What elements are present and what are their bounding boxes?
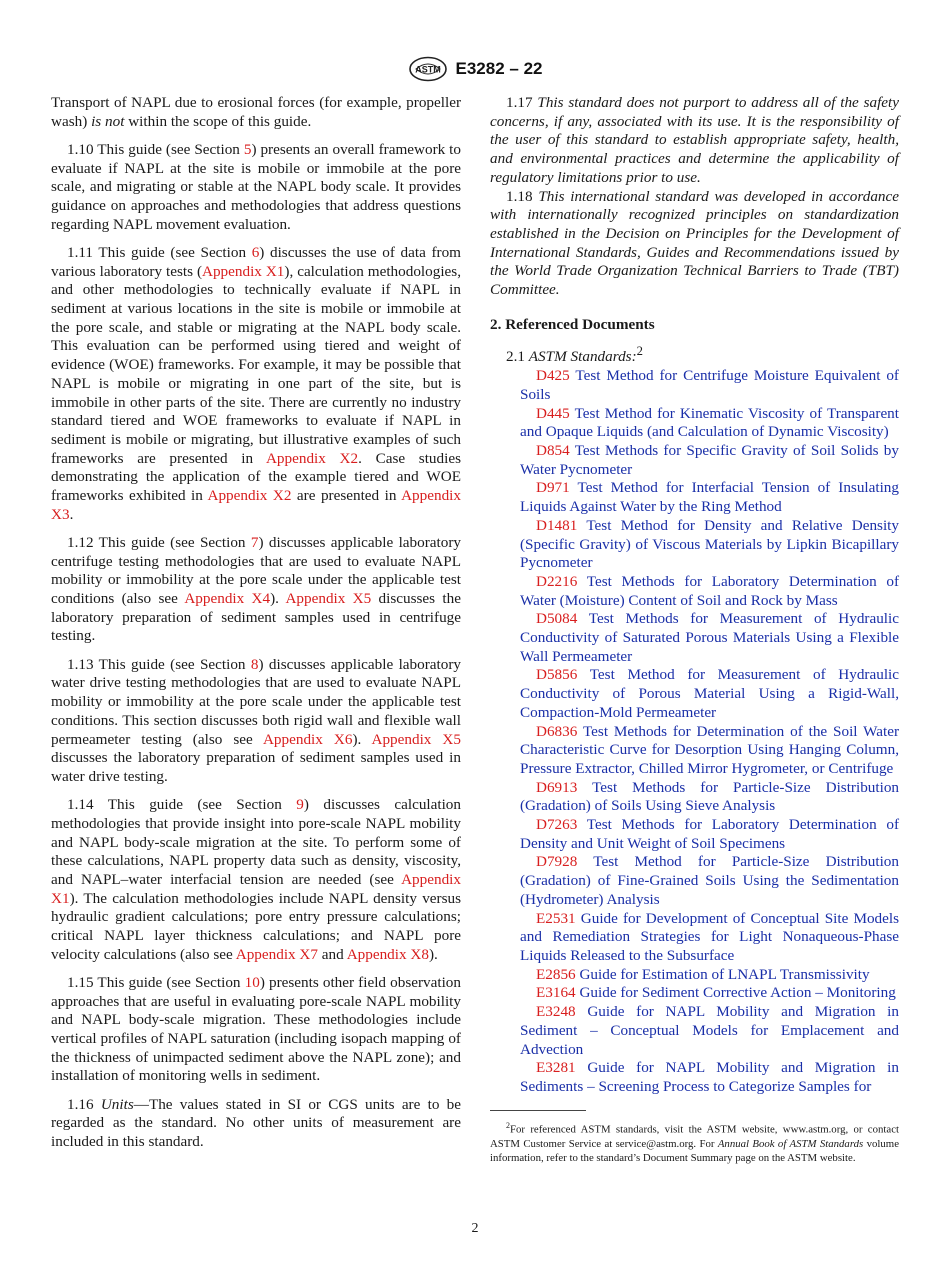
section-link-5[interactable]: 5 <box>243 140 252 158</box>
reference-number-link[interactable]: D854 <box>536 442 570 460</box>
reference-item[interactable] <box>490 405 899 442</box>
appendix-link-x2[interactable]: Appendix X2 <box>265 449 359 467</box>
section-link-9[interactable]: 9 <box>296 796 304 814</box>
section-link-8[interactable]: 8 <box>250 655 259 673</box>
reference-list <box>490 367 899 1096</box>
appendix-link-x1[interactable]: Appendix X1 <box>202 262 285 280</box>
footnote: $^2$For referenced ASTM standards, visit the ASTM website, www.astm.org, or contact ASTM Customer Service at service@astm.org. For Annual Book of ASTM Standards volume information, refer to the standard’s Document Summary page on the ASTM website. <box>490 1120 899 1164</box>
page-number: 2 <box>471 1221 479 1236</box>
paragraph-1-14: 1.14 This guide (see Section 9) discusses calculation methodologies that provide insight into pore-scale NAPL mobility and NAPL body-scale migration at the site. To perform some of these calculations, NAPL property data such as density, viscosity, and NAPL–water interfacial tension are needed (see Appendix X1). The calculation methodologies include NAPL density versus hydraulic gradient calculations; pore entry pressure calculations; critical NAPL layer thickness calculations; and NAPL pore velocity calculations (also see Appendix X7 and Appendix X8). <box>51 796 461 963</box>
right-column <box>490 94 899 1165</box>
paragraph-1-13: 1.13 This guide (see Section 8) discusses applicable laboratory water drive testing methodologies that are used to evaluate NAPL mobility or immobility at the pore scale under the applicable test conditions. This section discusses both rigid wall and flexible wall permeameter testing (also see Appendix X6). Appendix X5 discusses the laboratory preparation of sediment samples used in water drive testing. <box>51 655 461 785</box>
reference-title: Test Methods for Particle-Size Distribution (Gradation) of Soils Using Sieve Analysis <box>520 778 900 815</box>
reference-title: Test Method for Kinematic Viscosity of Transparent and Opaque Liquids (and Calculation of Dynamic Viscosity) <box>520 404 899 441</box>
reference-number-link[interactable]: D5084 <box>536 610 578 628</box>
reference-title: Test Method for Particle-Size Distribution (Gradation) of Fine-Grained Soils Using the Sedimentation (Hydrometer) Analysis <box>520 853 899 908</box>
reference-title: Test Method for Density and Relative Density (Specific Gravity) of Viscous Materials by Lipkin Bicapillary Pycnometer <box>520 516 899 572</box>
reference-title: Test Methods for Specific Gravity of Soil Solids by Water Pycnometer <box>520 442 899 478</box>
appendix-link-x6[interactable]: Appendix X6 <box>262 730 353 748</box>
reference-number-link[interactable]: D7928 <box>536 853 578 871</box>
appendix-link-x5[interactable]: Appendix X5 <box>371 730 461 748</box>
reference-number-link[interactable]: D6913 <box>536 778 578 796</box>
section-link-7[interactable]: 7 <box>250 533 259 551</box>
left-column <box>51 94 461 1161</box>
reference-item[interactable] <box>490 910 899 966</box>
paragraph-1-16: 1.16 Units—The values stated in SI or CGS units are to be regarded as the standard. No other units of measurement are included in this standard. <box>51 1095 461 1151</box>
reference-title: Test Methods for Determination of the Soil Water Characteristic Curve for Desorption Using Hanging Column, Pressure Extractor, Chilled Mirror Hygrometer, or Centrifuge <box>520 722 899 777</box>
reference-item[interactable] <box>490 517 899 573</box>
reference-title: Guide for NAPL Mobility and Migration in Sediment – Conceptual Models for Emplacement and Advection <box>520 1003 899 1058</box>
reference-item[interactable] <box>490 984 899 1003</box>
appendix-link-x7[interactable]: Appendix X7 <box>235 945 318 963</box>
reference-title: Test Method for Interfacial Tension of Insulating Liquids Against Water by the Ring Method <box>520 479 899 516</box>
reference-item[interactable] <box>490 442 899 479</box>
reference-number-link[interactable]: D6836 <box>536 722 578 740</box>
reference-item[interactable] <box>490 779 899 816</box>
reference-title: Test Methods for Measurement of Hydraulic Conductivity of Saturated Porous Materials Using a Flexible Wall Permeameter <box>520 610 899 665</box>
reference-number-link[interactable]: D971 <box>536 479 570 497</box>
reference-item[interactable] <box>490 479 899 516</box>
reference-item[interactable] <box>490 666 899 722</box>
reference-number-link[interactable]: E3281 <box>536 1059 576 1077</box>
reference-number-link[interactable]: D5856 <box>536 666 578 684</box>
reference-number-link[interactable]: D7263 <box>536 816 578 834</box>
paragraph-continued: Transport of NAPL due to erosional forces (for example, propeller wash) is not within the scope of this guide. <box>51 94 461 130</box>
reference-number-link[interactable]: E2856 <box>536 965 576 983</box>
reference-item[interactable] <box>490 853 899 909</box>
appendix-link-x5[interactable]: Appendix X5 <box>285 590 372 608</box>
appendix-link-x2[interactable]: Appendix X2 <box>207 487 292 505</box>
reference-title: Guide for Development of Conceptual Site Models and Remediation Strategies for Light Nonaqueous-Phase Liquids Released to the Subsurface <box>520 909 900 964</box>
reference-title: Guide for Estimation of LNAPL Transmissivity <box>579 965 870 983</box>
reference-title: Test Methods for Laboratory Determination of Density and Unit Weight of Soil Specimens <box>520 816 899 852</box>
paragraph-1-18: 1.18 This international standard was developed in accordance with internationally recognized principles on standardization established in the Decision on Principles for the Development of International Standards, Guides and Recommendations issued by the World Trade Organization Technical Barriers to Trade (TBT) Committee. <box>490 187 899 299</box>
subsection-astm-standards: 2.1 ASTM Standards:$^2$ <box>506 344 643 366</box>
reference-item[interactable] <box>490 367 899 404</box>
reference-title: Guide for NAPL Mobility and Migration in Sediments – Screening Process to Categorize Samples for <box>520 1059 899 1095</box>
section-link-6[interactable]: 6 <box>251 243 260 261</box>
footnote-divider <box>490 1110 586 1111</box>
reference-item[interactable] <box>490 966 899 985</box>
reference-item[interactable] <box>490 610 899 666</box>
reference-number-link[interactable]: E3248 <box>536 1003 576 1021</box>
reference-item[interactable] <box>490 1003 899 1059</box>
appendix-link-x4[interactable]: Appendix X4 <box>184 590 271 608</box>
reference-number-link[interactable]: D425 <box>536 367 570 385</box>
paragraph-1-11: 1.11 This guide (see Section 6) discusses the use of data from various laboratory tests (Appendix X1), calculation methodologies, and other methodologies to technically evaluate if NAPL in sediment at various locations in the site is mobile or immobile at the pore scale, and stable or migrating at the NAPL body scale. This evaluation can be performed using tiered and weight of evidence (WOE) frameworks. For example, it may be possible that NAPL is mobile or migrating in one part of the site, but is immobile in other parts of the site. There are currently no industry standard tiered and WOE frameworks to evaluate if NAPL in sediment is mobile or migrating, but illustrative examples of such frameworks are presented in Appendix X2. Case studies demonstrating the application of the example tiered and WOE frameworks exhibited in Appendix X2 are presented in Appendix X3. <box>51 243 461 523</box>
reference-item[interactable] <box>490 1059 899 1096</box>
paragraph-1-17: 1.17 This standard does not purport to address all of the safety concerns, if any, associated with its use. It is the responsibility of the user of this standard to establish appropriate safety, health, and environmental practices and determine the applicability of regulatory limitations prior to use. <box>490 94 900 186</box>
reference-number-link[interactable]: E3164 <box>536 984 576 1002</box>
paragraph-1-15: 1.15 This guide (see Section 10) presents other field observation approaches that are useful in evaluating pore-scale NAPL mobility and NAPL body-scale migration. These methodologies include vertical profiles of NAPL saturation (including isopach mapping of the thickness of unimpacted sediment above the NAPL zone); and installation of monitoring wells in sediment. <box>51 973 461 1085</box>
appendix-link-x1[interactable]: Appendix X1 <box>51 870 461 907</box>
reference-number-link[interactable]: D2216 <box>536 572 578 590</box>
paragraph-1-10: 1.10 This guide (see Section 5) presents an overall framework to evaluate if NAPL at the site is mobile or immobile at the pore scale, and migrating or stable at the NAPL body scale. It provides guidance on approaches and methodologies that address questions regarding NAPL movement evaluation. <box>51 140 461 233</box>
appendix-link-x3[interactable]: Appendix X3 <box>51 487 461 523</box>
reference-number-link[interactable]: D1481 <box>536 516 578 534</box>
reference-item[interactable] <box>490 573 899 610</box>
page-header <box>0 56 950 82</box>
appendix-link-x8[interactable]: Appendix X8 <box>346 945 429 963</box>
reference-number-link[interactable]: D445 <box>536 404 570 422</box>
reference-title: Test Method for Measurement of Hydraulic Conductivity of Porous Material Using a Rigid-Wall, Compaction-Mold Permeameter <box>520 666 899 721</box>
reference-item[interactable] <box>490 723 899 779</box>
reference-item[interactable] <box>490 816 899 853</box>
reference-title: Guide for Sediment Corrective Action – Monitoring <box>579 984 896 1002</box>
astm-logo-icon <box>408 56 448 82</box>
reference-title: Test Method for Centrifuge Moisture Equivalent of Soils <box>520 367 899 403</box>
section-link-10[interactable]: 10 <box>244 973 260 991</box>
reference-number-link[interactable]: E2531 <box>536 909 576 927</box>
paragraph-1-12: 1.12 This guide (see Section 7) discusses applicable laboratory centrifuge testing methodologies that are used to evaluate NAPL mobility or immobility at the pore scale under the applicable test conditions (also see Appendix X4). Appendix X5 discusses the laboratory preparation of sediment samples used in centrifuge testing. <box>51 533 461 645</box>
standard-code: E3282 – 22 <box>455 59 543 78</box>
reference-title: Test Methods for Laboratory Determination of Water (Moisture) Content of Soil and Rock by Mass <box>520 572 899 609</box>
section-heading-referenced-documents: 2. Referenced Documents <box>490 315 655 333</box>
svg-text:ASTM: ASTM <box>414 64 441 75</box>
